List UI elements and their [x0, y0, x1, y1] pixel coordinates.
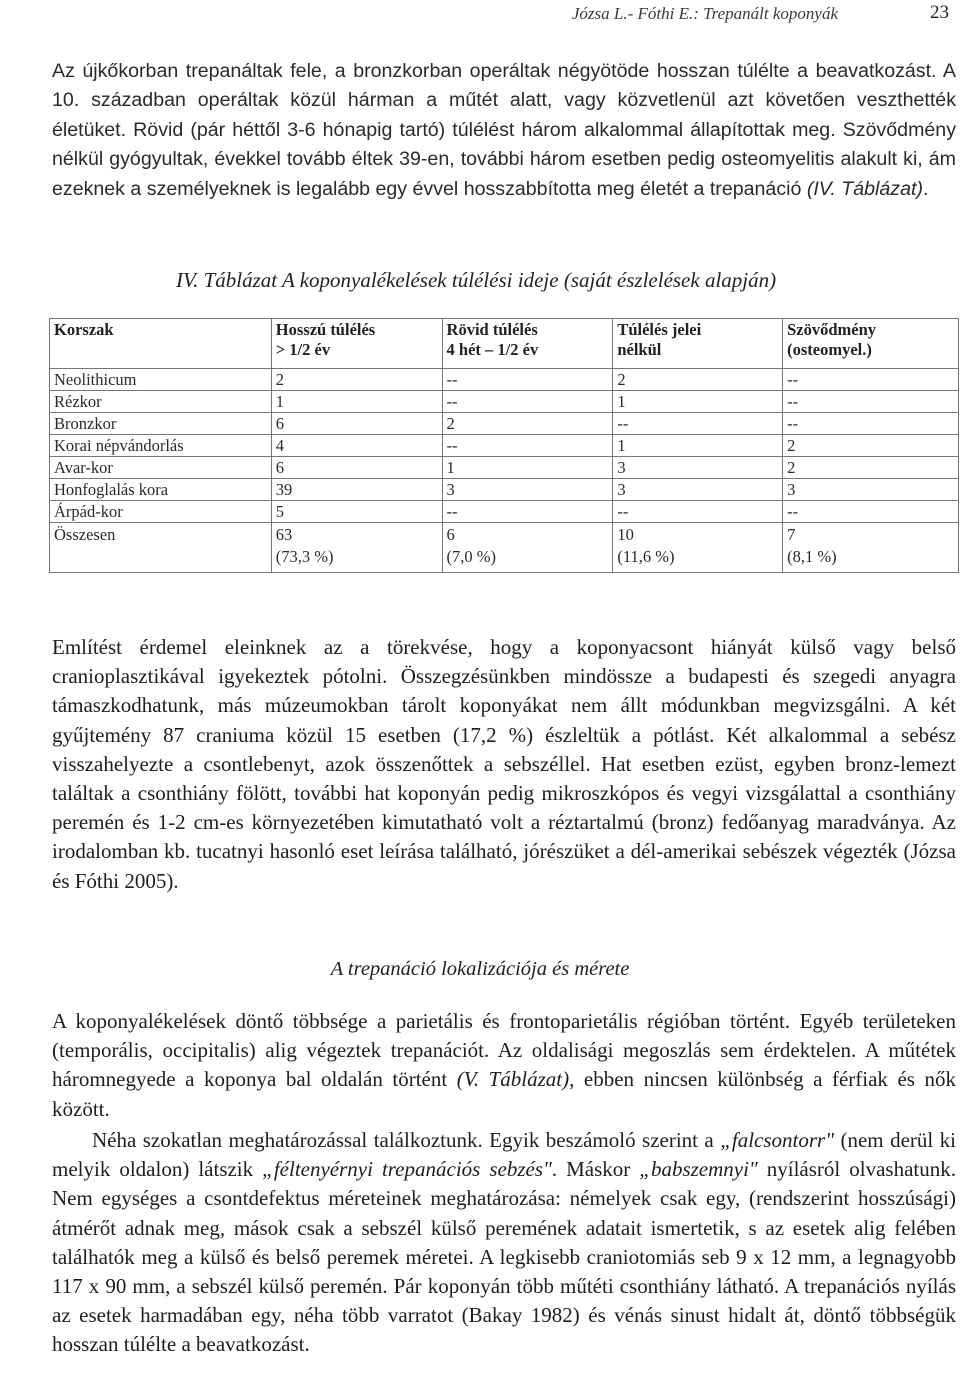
table-cell: 6 (7,0 %) [442, 523, 613, 573]
table-cell: Avar-kor [50, 457, 272, 479]
page-number: 23 [930, 2, 949, 23]
table-cell: 6 [271, 457, 442, 479]
column-header: Szövődmény (osteomyel.) [783, 319, 959, 369]
table-cell: 1 [271, 391, 442, 413]
paragraph-text: Néha szokatlan meghatározással találkoztunk. Egyik beszámoló szerint a [92, 1128, 721, 1152]
table-cell: 2 [271, 369, 442, 391]
table-cell: 39 [271, 479, 442, 501]
paragraph-text: , ebben nincsen különbség a férfiak és nők között. [52, 1067, 956, 1121]
table-cell: Rézkor [50, 391, 272, 413]
table-cell: 2 [783, 435, 959, 457]
quoted-term: „falcsontorr" [720, 1128, 835, 1152]
table-cell: -- [613, 413, 783, 435]
table-cell: -- [783, 391, 959, 413]
table-cell: -- [442, 391, 613, 413]
table-cell: Neolithicum [50, 369, 272, 391]
table-row [50, 435, 959, 457]
quoted-term: „féltenyérnyi trepanációs sebzés" [262, 1157, 552, 1182]
table-cell: 7 (8,1 %) [783, 523, 959, 573]
table-cell: Honfoglalás kora [50, 479, 272, 501]
table-cell: 3 [613, 479, 783, 501]
table-row [50, 391, 959, 413]
table-cell: 3 [783, 479, 959, 501]
table-row [50, 479, 959, 501]
table-cell: 4 [271, 435, 442, 457]
table-cell: 1 [442, 457, 613, 479]
table-cell: Árpád-kor [50, 501, 272, 523]
table-cell: 5 [271, 501, 442, 523]
table-cell: -- [442, 501, 613, 523]
table-cell: 10 (11,6 %) [613, 523, 783, 573]
paragraph-text: . Máskor [551, 1157, 640, 1182]
table-cell: Összesen [50, 523, 272, 573]
table-reference: (V. Táblázat) [456, 1067, 570, 1092]
paragraph-text: A koponyalékelések döntő többsége a parietális és frontoparietális régióban történt. Egyéb területeken (temporális, occipitalis) alig végeztek trepanációt. Az oldalisági megoszlás sem érdektelen. A műtétek háromnegyede a koponya bal oldalán történt [52, 1009, 956, 1092]
table-total-row [50, 523, 959, 573]
table-cell: 3 [613, 457, 783, 479]
paragraph-localization [52, 1007, 956, 1124]
column-header: Túlélés jelei nélkül [613, 319, 783, 369]
table-header-row [50, 319, 959, 369]
table-row [50, 369, 959, 391]
table-cell: -- [442, 369, 613, 391]
table-cell: -- [783, 369, 959, 391]
table-cell: -- [442, 435, 613, 457]
table-cell: -- [783, 501, 959, 523]
quoted-term: „babszemnyi" [639, 1157, 758, 1182]
column-header: Hosszú túlélés > 1/2 év [271, 319, 442, 369]
paragraph-text: Az újkőkorban trepanáltak fele, a bronzkorban operáltak négyötöde hosszan túlélte a beavatkozást. A 10. században operáltak közül hárman a műtét alatt, vagy közvetlenül azt követően veszthették életüket. Rövid (pár héttől 3-6 hónapig tartó) túlélést három alkalommal állapítottak meg. Szövődmény nélkül gyógyultak, évekkel tovább éltek 39-en, további három esetben pedig osteomyelitis alakult ki, ám ezeknek a személyeknek is legalább egy évvel hosszabbította meg életét a trepanáció [52, 60, 956, 200]
table-reference: (IV. Táblázat) [806, 177, 923, 200]
table-cell: -- [783, 413, 959, 435]
table-row [50, 413, 959, 435]
paragraph-cranioplasty: Említést érdemel eleinknek az a törekvése, hogy a koponyacsont hiányát külső vagy belső cranioplasztikával igyekeztek pótolni. Összegzésünkben mindössze a budapesti és szegedi anyagra támaszkodhatunk, más múzeumokban tárolt koponyákat nem állt módunkban megvizsgálni. A két gyűjtemény 87 craniuma közül 15 esetben (17,2 %) észleltük a pótlást. Két alkalommal a sebész visszahelyezte a csontlebenyt, azok összenőttek a sebszéllel. Hat esetben ezüst, egyben bronz-lemezt találtak a csonthiány fölött, további hat koponyán pedig mikroszkópos és vegyi vizsgálattal a csonthiány peremén és 1-2 cm-es környezetében kimutatható volt a réztartalmú (bronz) fedőanyag maradványa. Az irodalomban kb. tucatnyi hasonló eset leírása található, jórészüket a dél-amerikai sebészek végezték (Józsa és Fóthi 2005). [52, 635, 956, 893]
table-caption: IV. Táblázat A koponyalékelések túlélési ideje (saját észlelések alapján) [176, 268, 777, 292]
table-cell: 1 [613, 391, 783, 413]
paragraph-text-end: . [922, 177, 929, 200]
table-cell: 63 (73,3 %) [271, 523, 442, 573]
table-cell: 2 [442, 413, 613, 435]
table-cell: Korai népvándorlás [50, 435, 272, 457]
paragraph-text: (nem derül ki melyik oldalon) látszik [52, 1128, 956, 1182]
column-header: Korszak [50, 319, 272, 369]
column-header: Rövid túlélés 4 hét – 1/2 év [442, 319, 613, 369]
table-cell: 2 [783, 457, 959, 479]
paragraph-survival-summary [52, 57, 956, 204]
survival-table [49, 318, 959, 573]
paragraph-dimensions [52, 1126, 956, 1360]
table-row [50, 501, 959, 523]
table-cell: 6 [271, 413, 442, 435]
table-cell: -- [613, 501, 783, 523]
table-cell: 2 [613, 369, 783, 391]
paragraph-text: nyílásról olvashatunk. Nem egységes a csontdefektus méreteinek meghatározása: némelyek csak egy, (rendszerint hosszúsági) átmérőt adnak meg, mások csak a sebszél külső peremének adatait ismertetik, s az esetek alig felében találhatók meg a külső és belső peremek méretei. A legkisebb craniotomiás seb 9 x 12 mm, a legnagyobb 117 x 90 mm, a sebszél külső peremén. Pár koponyán több műtéti csonthiány látható. A trepanációs nyílás az esetek harmadában egy, néha több varratot (Bakay 1982) és vénás sinust hidalt át, döntő többségük hosszan túlélte a beavatkozást. [52, 1157, 956, 1357]
section-heading: A trepanáció lokalizációja és mérete [330, 958, 630, 980]
page-header [0, 2, 960, 26]
table-row [50, 457, 959, 479]
table-cell: 3 [442, 479, 613, 501]
running-head: Józsa L.- Fóthi E.: Trepanált koponyák [571, 4, 838, 23]
table-cell: 1 [613, 435, 783, 457]
table-cell: Bronzkor [50, 413, 272, 435]
